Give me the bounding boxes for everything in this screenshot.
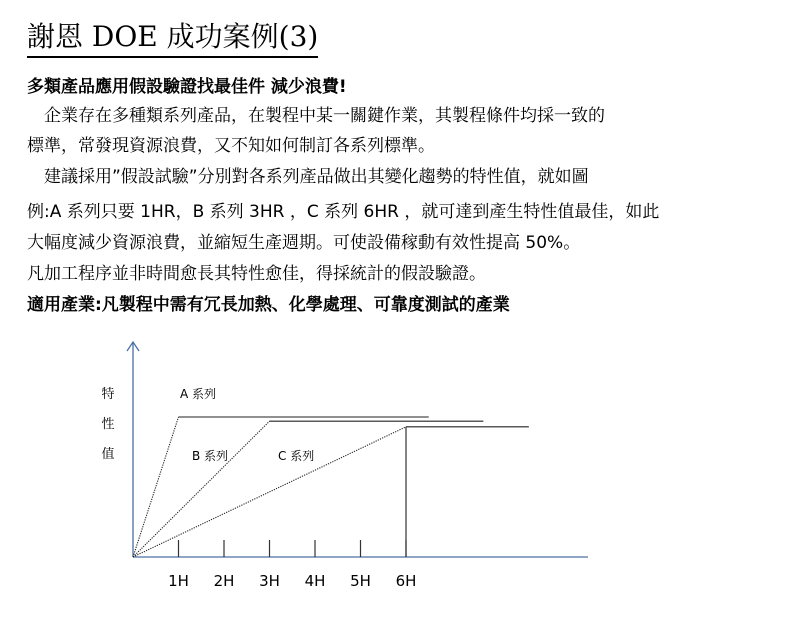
paragraph-line-6: 凡加工程序並非時間愈長其特性愈佳，得採統計的假設驗證。: [27, 264, 486, 284]
series-label: B 系列: [192, 449, 229, 463]
series-b-rise: [133, 421, 270, 557]
x-tick-label: 4H: [304, 572, 326, 590]
paragraph-line-4: 例:A 系列只要 1HR，B 系列 3HR ，C 系列 6HR ，就可達到產生特性值最佳，如此: [27, 202, 660, 222]
paragraph-line-3: 建議採用”假設試驗”分別對各系列產品做出其變化趨勢的特性值，就如圖: [27, 167, 589, 187]
x-tick-label: 1H: [168, 572, 189, 590]
y-axis-label-char: 性: [101, 417, 115, 432]
x-tick-label: 3H: [259, 572, 280, 590]
series-a-rise: [133, 417, 179, 557]
x-tick-label: 5H: [350, 572, 371, 590]
industry-line: 適用產業:凡製程中需有冗長加熱、化學處理、可靠度測試的產業: [27, 295, 510, 315]
series-label: A 系列: [180, 387, 217, 401]
y-axis-label-char: 值: [101, 447, 115, 462]
paragraph-line-1: 企業存在多種類系列產品，在製程中某一關鍵作業，其製程條件均採一致的: [27, 106, 605, 126]
x-tick-label: 6H: [395, 572, 417, 590]
paragraph-line-5: 大幅度減少資源浪費，並縮短生產週期。可使設備稼動有效性提高 50%。: [27, 233, 581, 253]
subheading: 多類產品應用假設驗證找最佳件 減少浪費!: [27, 77, 347, 97]
x-tick-label: 2H: [213, 572, 235, 590]
series-c-rise: [133, 427, 406, 557]
paragraph-line-2: 標準，常發現資源浪費，又不知如何制訂各系列標準。: [27, 136, 435, 156]
y-axis-label-char: 特: [101, 387, 115, 402]
series-label: C 系列: [278, 449, 315, 463]
page-title: 謝恩 DOE 成功案例(3): [27, 20, 318, 58]
